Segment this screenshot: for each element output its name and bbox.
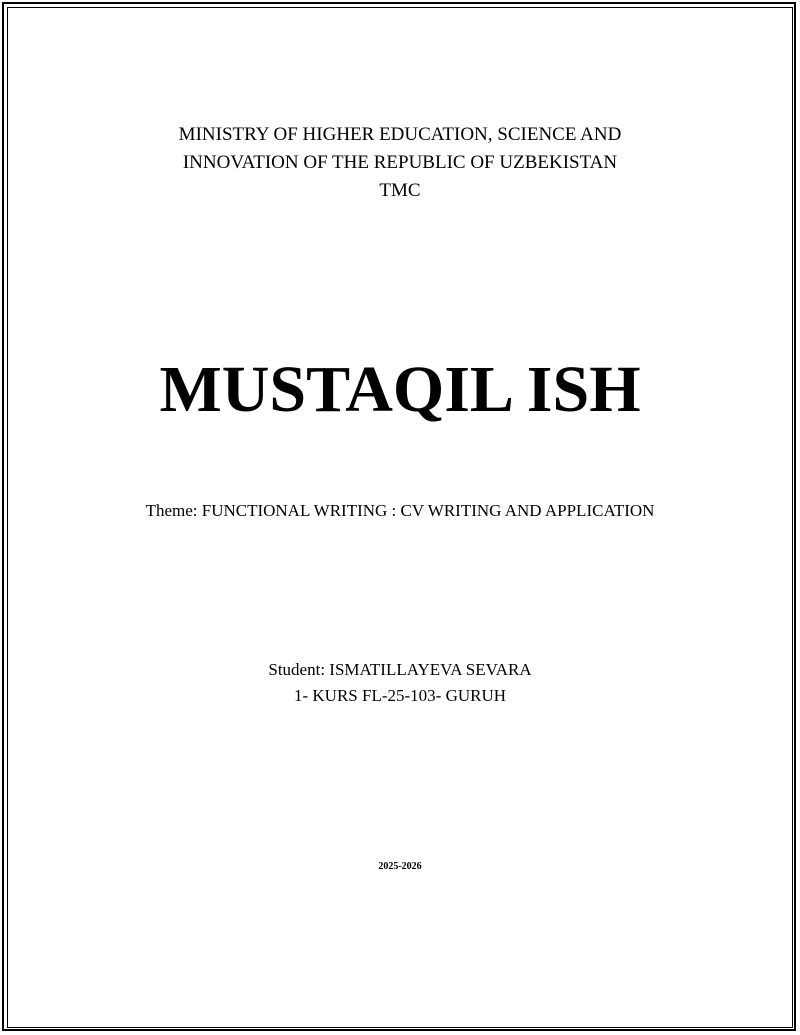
ministry-line-2: INNOVATION OF THE REPUBLIC OF UZBEKISTAN <box>182 152 618 173</box>
ministry-line-1: MINISTRY OF HIGHER EDUCATION, SCIENCE AND <box>178 124 622 145</box>
student-info <box>0 657 800 709</box>
student-group: 1- KURS FL-25-103- GURUH <box>293 686 507 705</box>
student-name: Student: ISMATILLAYEVA SEVARA <box>268 660 532 679</box>
ministry-header <box>0 121 800 205</box>
academic-year: 2025-2026 <box>378 861 422 872</box>
theme-line: Theme: FUNCTIONAL WRITING : CV WRITING AND APPLICATION <box>145 501 655 520</box>
institution-name: TMC <box>379 180 421 201</box>
document-title: MUSTAQIL ISH <box>159 353 641 426</box>
